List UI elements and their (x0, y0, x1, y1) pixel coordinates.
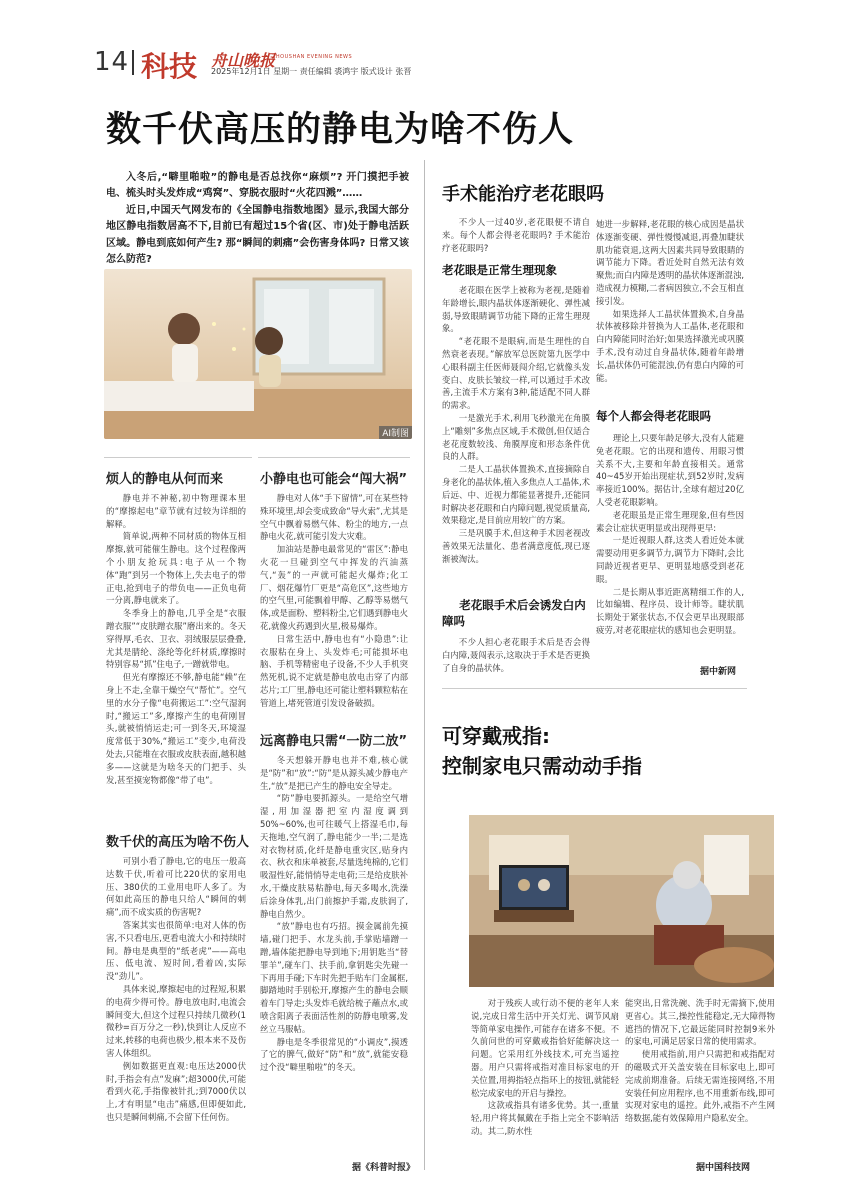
article-column (471, 997, 619, 1138)
paragraph: 她进一步解释,老花眼的核心成因是晶状体逐渐变硬、弹性慢慢减退,再叠加睫状肌功能衰退,这两大因素共同导致眼睛的调节能力下降。看近处时自然无法有效聚焦;而白内障是透明的晶状体逐渐混浊,造成视力模糊,二者病因独立,不会互相直接引发。 (596, 219, 744, 306)
paragraph: 冬季身上的静电,几乎全是“衣服蹭衣服”“皮肤蹭衣服”磨出来的。冬天穿得厚,毛衣、卫衣、羽绒服层层叠叠,尤其是腈纶、涤纶等化纤材质,摩擦时特别容易“抓”住电子,一蹭就带电。 (106, 608, 246, 670)
paragraph: 不少人一过40岁,老花眼便不请自来。每个人都会得老花眼吗? 手术能治疗老花眼吗? (442, 217, 590, 253)
paragraph: 二是长期从事近距离精细工作的人,比如编辑、程序员、设计师等。睫状肌长期处于紧张状态,不仅会更早出现眼部疲劳,对老花眼症状的感知也会更明显。 (596, 586, 744, 635)
article-rule (442, 688, 747, 689)
article-column (625, 997, 775, 1125)
section-title: 科技 (141, 50, 198, 83)
section-rule (104, 457, 252, 458)
paragraph: 使用戒指前,用户只需把和戒指配对的磁吸式开关盖安装在目标家电上,即可完成前期准备。后续无需连接网络,不用安装任何应用程序,也不用重新布线,即可实现对家电的遥控。此外,戒指不产生网络数据,能有效保障用户隐私安全。 (625, 1049, 775, 1124)
paragraph: 对于残疾人或行动不便的老年人来说,完成日常生活中开关灯光、调节风扇等简单家电操作,可能存在诸多不便。不久前问世的可穿戴戒指恰好能解决这一问题。它采用红外线技术,可充当遥控器。用户只需将戒指对准目标家电的开关位置,用拇指轻点指环上的按钮,就能轻松完成家电的开启与操控。 (471, 998, 619, 1098)
paragraph: 老花眼虽是正常生理现象,但有些因素会让症状更明显或出现得更早: (596, 509, 744, 533)
header-meta: 2025年12月1日 星期一 责任编辑 裘鸿宇 版式设计 张晋 (211, 67, 412, 76)
paragraph: 加油站是静电最常见的“雷区”:静电火花一旦碰到空气中挥发的汽油蒸气,“轰”的一声就可能起火爆炸;化工厂、烟花爆竹厂更是“高危区”,这些地方的空气里,可能飘着甲醇、乙醇等易燃气体,或是面粉、塑料粉尘,它们遇到静电火花,就像火药遇到火星,极易爆炸。 (260, 544, 408, 631)
image-caption: AI制图 (379, 426, 412, 439)
section-heading: 每个人都会得老花眼吗 (596, 409, 711, 423)
paragraph: “放”静电也有巧招。摸金属前先摸墙,碰门把手、水龙头前,手掌贴墙蹭一蹭,墙体能把静电导到地下;用钥匙当“替罪羊”,碰车门、扶手前,拿钥匙尖先碰一下再用手碰;下车时先把手贴车门金属框,脚踏地时手别松开,摩擦产生的静电会顺着车门导走;头发炸毛就给梳子蘸点水,或喷含阳离子表面活性剂的防静电喷雾,发丝立马服帖。 (260, 921, 408, 1034)
ring-headline-line2: 控制家电只需动动手指 (442, 754, 642, 778)
section-heading: 老花眼手术后会诱发白内障吗 (442, 598, 586, 628)
paragraph: 这款戒指具有诸多优势。其一,重量轻,用户将其佩戴在手指上完全不影响活动。其二,防水性 (471, 1100, 619, 1136)
article-column (596, 432, 744, 637)
elder-watching-tv-photo (469, 815, 774, 987)
paragraph: 简单说,两种不同材质的物体互相摩擦,就可能催生静电。这个过程像两个小朋友抢玩具:电子从一个物体“跑”到另一个物体上,失去电子的带正电,抢到电子的带负电——正负电荷一分离,静电就来了。 (106, 531, 246, 606)
paragraph: 静电并不神秘,初中物理课本里的“摩擦起电”章节就有过较为详细的解释。 (106, 493, 246, 529)
paragraph: “防”静电要抓源头。一是给空气增湿,用加湿器把室内湿度调到50%~60%,也可往暖气上搭湿毛巾,每天拖地,空气润了,静电能少一半;二是选对衣物材质,化纤是静电重灾区,贴身内衣、秋衣和床单被套,尽量选纯棉的,它们吸湿性好,能悄悄导走电荷;三是给皮肤补水,干燥皮肤易粘静电,每天多喝水,洗澡后涂身体乳,出门前擦护手霜,皮肤润了,静电自然少。 (260, 793, 408, 919)
intro-paragraph: 近日,中国天气网发布的《全国静电指数地图》显示,我国大部分地区静电指数居高不下,目前已有超过15个省(区、市)处于静电活跃区域。静电到底如何产生? 那“瞬间的刺痛”会伤害身体吗? 日常又该怎么防范? (106, 204, 409, 266)
newspaper-logo-en: ZHOUSHAN EVENING NEWS (272, 54, 353, 60)
paragraph: 理论上,只要年龄足够大,没有人能避免老花眼。它的出现和遗传、用眼习惯关系不大,主要和年龄直接相关。通常40~45岁开始出现症状,到52岁时,发病率接近100%。据估计,全球有超过20亿人受老花眼影响。 (596, 433, 744, 507)
section-heading: 老花眼是正常生理现象 (442, 263, 557, 277)
main-headline: 数千伏高压的静电为啥不伤人 (106, 110, 575, 150)
section-heading: 远离静电只需“一防二放” (260, 734, 408, 749)
page-number: 14 (94, 47, 130, 77)
paragraph: 一是近视眼人群,这类人看近处本就需要动用更多调节力,调节力下降时,会比同龄近视者更早、更明显地感受到老花眼。 (596, 535, 744, 584)
section-rule (258, 457, 410, 458)
column-divider (424, 160, 425, 1170)
paragraph: 三是巩膜手术,但这种手术因老视改善效果无法量化、患者满意度低,现已逐渐被淘汰。 (442, 528, 590, 564)
article-source: 据《科普时报》 (352, 1163, 416, 1173)
section-heading: 小静电也可能会“闯大祸” (260, 472, 408, 487)
section-heading: 数千伏的高压为啥不伤人 (106, 835, 250, 850)
paragraph: 二是人工晶状体置换术,直接摘除自身老化的晶状体,植入多焦点人工晶体,术后远、中、近视力都能显著提升,还能同时解决老花眼和白内障问题,视觉质量高,效果稳定,是目前应用较广的方案。 (442, 464, 590, 526)
paragraph: 例如数据更直观:电压达2000伏时,手指会有点“发麻”;超3000伏,可能看到火花,手指像被针扎;到7000伏以上,才有明显“电击”痛感,但即便如此,也只是瞬间刺痛,不会留下任何伤。 (106, 1060, 246, 1122)
article-column (442, 636, 590, 674)
section-heading: 烦人的静电从何而来 (106, 472, 224, 487)
article-column (106, 855, 246, 1124)
paragraph: 可别小看了静电,它的电压一般高达数千伏,听着可比220伏的家用电压、380伏的工业用电吓人多了。为何如此高压的静电只给人“瞬间的刺痛”,而不成实质的伤害呢? (106, 856, 246, 918)
paragraph: 如果选择人工晶状体置换术,自身晶状体被移除并替换为人工晶体,老花眼和白内障能同时治好;如果选择激光或巩膜手术,没有动过自身晶状体,随着年龄增长,晶状体仍可能混浊,仍有患白内障的可能。 (596, 308, 744, 383)
paragraph: 能突出,日常洗碗、洗手时无需摘下,使用更省心。其三,操控性能稳定,无大障得物遮挡的情况下,它最远能同时控制9米外的家电,可满足居家日常的使用需求。 (625, 998, 775, 1047)
paragraph: 老花眼在医学上被称为老视,是随着年龄增长,眼内晶状体逐渐硬化、弹性减弱,导致眼睛调节功能下降的正常生理现象。 (442, 285, 590, 334)
paragraph: 答案其实也很简单:电对人体的伤害,不只看电压,更看电流大小和持续时间。静电是典型的“纸老虎”——高电压、低电流、短时间,看着凶,实际没“劲儿”。 (106, 919, 246, 982)
article-source: 据中国科技网 (696, 1163, 751, 1173)
photo-elder-tv (469, 815, 774, 987)
paragraph: 但光有摩擦还不够,静电能“赖”在身上不走,全靠干燥空气“帮忙”。空气里的水分子像“电荷搬运工”:空气湿润时,“搬运工”多,摩擦产生的电荷刚冒头,就被悄悄运走;可一到冬天,环境湿度常低于30%,“搬运工”变少,电荷没处去,只能堆在衣服或皮肤表面,越积越多——这就是为啥冬天的门把手、头发,甚至摸宠物都像“带了电”。 (106, 672, 246, 785)
ring-headline-line1: 可穿戴戒指: (442, 724, 550, 748)
paragraph: 一是激光手术,利用飞秒激光在角膜上“雕刻”多焦点区域,手术微创,但仅适合老花度数较浅、角膜厚度和形态条件优良的人群。 (442, 412, 591, 462)
illustration-kids-static (104, 269, 412, 439)
static-kids-illustration (104, 269, 412, 439)
article-column (442, 284, 590, 566)
paragraph: 静电是冬季很常见的“小调皮”,摸透了它的脾气,做好“防”和“放”,就能安稳过个没“噼里啪啦”的冬天。 (260, 1036, 408, 1073)
paragraph: 冬天想躲开静电也并不难,核心就是“防”和“放”:“防”是从源头减少静电产生,“放”是把已产生的静电安全导走。 (260, 755, 408, 791)
newspaper-logo: 舟山晚报 (211, 51, 276, 70)
paragraph: 具体来说,摩擦起电的过程短,积累的电荷少得可怜。静电放电时,电流会瞬间变大,但这个过程只持续几微秒(1微秒=百万分之一秒),快到让人反应不过来,转移的电荷也极少,根本来不及伤害人体组织。 (106, 983, 246, 1058)
paragraph: 静电对人体“手下留情”,可在某些特殊环境里,却会变成致命“导火索”,尤其是空气中飘着易燃气体、粉尘的地方,一点静电火花,就可能引发大灾难。 (260, 493, 409, 542)
intro-paragraph: 入冬后,“噼里啪啦”的静电是否总找你“麻烦”? 开门摸把手被电、梳头时头发炸成“鸡窝”、穿脱衣服时“火花四溅”…… (106, 172, 409, 200)
article-column (260, 492, 408, 710)
intro-text (106, 170, 409, 268)
article-column (442, 216, 590, 254)
header-divider (132, 50, 134, 75)
article-column (596, 218, 744, 384)
article-source: 据中新网 (700, 667, 737, 677)
article-column (260, 754, 408, 1074)
cataract-headline: 手术能治疗老花眼吗 (442, 184, 604, 205)
paragraph: “老花眼不是眼病,而是生理性的自然衰老表现。”解放军总医院第九医学中心眼科副主任医师聂闯介绍,它就像头发变白、皮肤长皱纹一样,可以通过手术改善,主流手术方案有3种,能适配不同人群的需求。 (442, 336, 590, 411)
paragraph: 日常生活中,静电也有“小隐患”:让衣服粘在身上、头发炸毛;可能损坏电脑、手机等精密电子设备,不少人手机突然死机,说不定就是静电放电击穿了内部芯片;工厂里,静电还可能让塑料颗粒粘在管道上,堵死管道引发设备破损。 (260, 633, 408, 708)
paragraph: 不少人担心老花眼手术后是否会得白内障,聂闯表示,这取决于手术是否更换了自身的晶状体。 (442, 637, 590, 673)
article-column (106, 492, 246, 786)
